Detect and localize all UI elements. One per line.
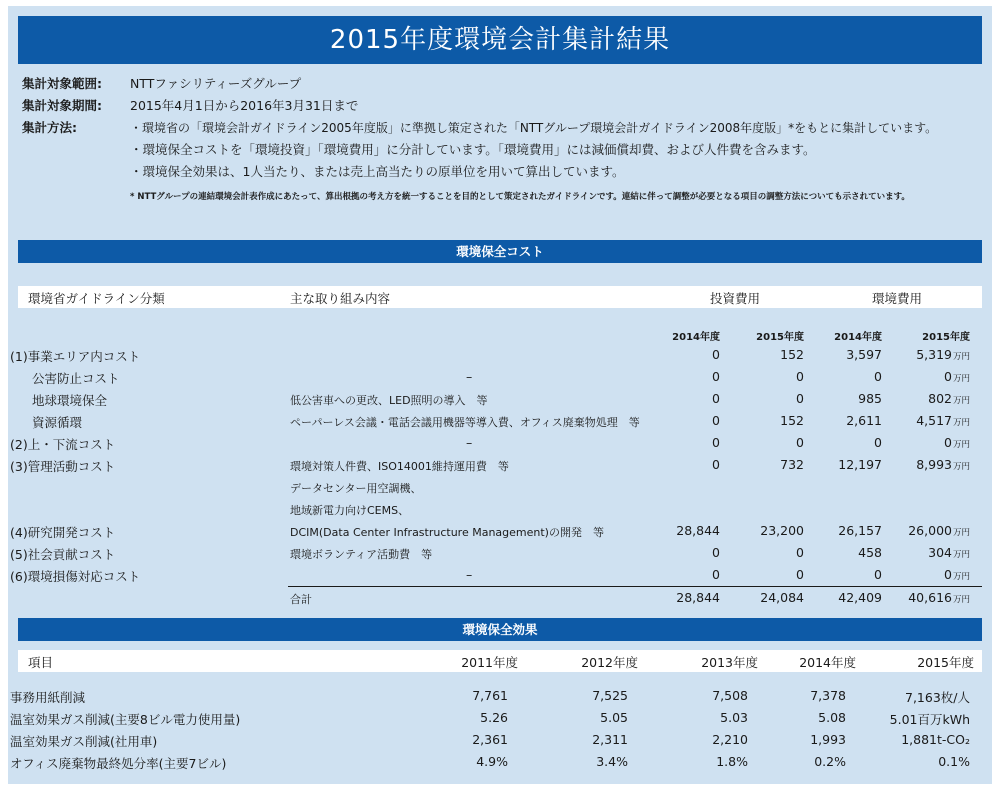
- cost-value-number: 0: [712, 545, 720, 560]
- cost-value-number: 0: [712, 567, 720, 582]
- cost-value-number: 0: [944, 369, 952, 384]
- cost-value: [804, 567, 882, 582]
- cost-activity: 環境ボランティア活動費 等: [290, 548, 433, 561]
- cost-value-number: 0: [712, 369, 720, 384]
- cost-activity: 地域新電力向けCEMS、: [290, 504, 410, 517]
- cost-activity: ペーパーレス会議・電話会議用機器等導入費、オフィス廃棄物処理 等: [290, 416, 640, 429]
- effect-value: 5.08: [818, 710, 846, 725]
- effect-value: 7,761: [472, 688, 508, 703]
- col-expense: 環境費用: [872, 291, 923, 306]
- effect-item-name: オフィス廃棄物最終処分率: [10, 756, 159, 771]
- cost-value: [804, 347, 882, 362]
- cost-value: [804, 435, 882, 450]
- cost-value-number: 802: [928, 391, 952, 406]
- cost-value-number: 0: [874, 369, 882, 384]
- cost-value-number: 152: [780, 413, 804, 428]
- cost-value: [636, 545, 720, 560]
- cost-value-number: 0: [874, 435, 882, 450]
- total-value: [636, 590, 720, 605]
- cost-activity: 低公害車への更改、LED照明の導入 等: [290, 394, 488, 407]
- effect-value: 7,525: [592, 688, 628, 703]
- cost-value: [636, 369, 720, 384]
- col-invest: 投資費用: [710, 291, 761, 306]
- cost-activity: –: [466, 567, 473, 582]
- cost-value: [636, 523, 720, 538]
- year-header: 2015年度: [756, 332, 804, 343]
- total-value: [720, 590, 804, 605]
- col-year: 2012年度: [581, 655, 638, 670]
- cost-value: [720, 435, 804, 450]
- cost-header: [18, 286, 982, 308]
- cost-value: [636, 391, 720, 406]
- effect-item-name: 事務用紙削減: [10, 690, 86, 705]
- cost-value-number: 0: [874, 567, 882, 582]
- page-title: 2015年度環境会計集計結果: [18, 16, 982, 64]
- cost-value-number: 0: [944, 567, 952, 582]
- cost-value: [804, 413, 882, 428]
- period-value: 2015年4月1日から2016年3月31日まで: [130, 98, 359, 113]
- cost-value-number: 0: [944, 435, 952, 450]
- unit-label: 万円: [952, 550, 970, 560]
- cost-value: [882, 347, 970, 362]
- cost-value: [882, 435, 970, 450]
- cost-activity: –: [466, 435, 473, 450]
- cost-value-number: 0: [796, 369, 804, 384]
- effect-value: 5.03: [720, 710, 748, 725]
- total-label: 合計: [290, 593, 312, 606]
- unit-label: 万円: [952, 595, 970, 605]
- cost-value: [804, 545, 882, 560]
- cost-value: [720, 347, 804, 362]
- environmental-accounting-panel: [8, 6, 992, 784]
- cost-value-number: 0: [796, 391, 804, 406]
- cost-category: (6)環境損傷対応コスト: [10, 569, 141, 584]
- cost-activity: –: [466, 369, 473, 384]
- cost-value: [720, 457, 804, 472]
- cost-value: [636, 457, 720, 472]
- total-value: [882, 590, 970, 605]
- unit-label: 万円: [952, 352, 970, 362]
- scope-value: NTTファシリティーズグループ: [130, 76, 302, 91]
- cost-value-number: 0: [712, 457, 720, 472]
- total-value-number: 24,084: [760, 590, 804, 605]
- cost-value-number: 0: [796, 567, 804, 582]
- unit-label: 万円: [952, 462, 970, 472]
- cost-value-number: 4,517: [916, 413, 952, 428]
- cost-value: [636, 413, 720, 428]
- cost-value-number: 152: [780, 347, 804, 362]
- year-header: 2015年度: [922, 332, 970, 343]
- cost-value: [804, 369, 882, 384]
- cost-value-number: 28,844: [676, 523, 720, 538]
- cost-category: 資源循環: [32, 415, 83, 430]
- footnote: * NTTグループの連結環境会計表作成にあたって、算出根拠の考え方を統一することを目的として策定されたガイドラインです。連結に伴って調整が必要となる項目の調整方法についても示されています。: [130, 192, 910, 202]
- cost-value-number: 0: [712, 413, 720, 428]
- effect-value: 2,361: [472, 732, 508, 747]
- cost-value-number: 0: [712, 347, 720, 362]
- effect-value: 5.01百万kWh: [889, 712, 970, 727]
- effect-value: 7,378: [810, 688, 846, 703]
- col-category: 環境省ガイドライン分類: [28, 291, 165, 306]
- cost-value-number: 0: [712, 435, 720, 450]
- cost-value: [636, 347, 720, 362]
- total-value: [804, 590, 882, 605]
- col-year: 2011年度: [461, 655, 518, 670]
- cost-value: [882, 523, 970, 538]
- effect-item-note: (主要7ビル): [158, 756, 227, 771]
- method-line-3: ・環境保全効果は、1人当たり、または売上高当たりの原単位を用いて算出しています。: [130, 164, 625, 179]
- cost-activity: DCIM(Data Center Infrastructure Management)の開発 等: [290, 526, 604, 539]
- effect-value: 5.26: [480, 710, 508, 725]
- unit-label: 万円: [952, 440, 970, 450]
- total-value-number: 42,409: [838, 590, 882, 605]
- effect-value: 1,881t-CO₂: [901, 732, 970, 747]
- effect-item-name: 温室効果ガス削減: [10, 712, 111, 727]
- cost-value-number: 8,993: [916, 457, 952, 472]
- cost-value: [804, 523, 882, 538]
- effect-value: 2,311: [592, 732, 628, 747]
- cost-value: [882, 369, 970, 384]
- effect-item: [10, 710, 240, 728]
- method-line-1: ・環境省の「環境会計ガイドライン2005年度版」に準拠し策定された「NTTグループ環境会計ガイドライン2008年度版」*をもとに集計しています。: [130, 121, 938, 135]
- effect-item: [10, 688, 85, 706]
- cost-activity: 環境対策人件費、ISO14001維持運用費 等: [290, 460, 509, 473]
- cost-value-number: 2,611: [846, 413, 882, 428]
- col-item: 項目: [28, 655, 54, 670]
- col-year: 2014年度: [799, 655, 856, 670]
- effect-item: [10, 732, 157, 750]
- cost-activity: データセンター用空調機、: [290, 482, 422, 495]
- effect-item-note: (主要8ビル電力使用量): [110, 712, 241, 727]
- effect-section-title: 環境保全効果: [18, 618, 982, 641]
- scope-label: 集計対象範囲:: [22, 76, 102, 91]
- unit-label: 万円: [952, 528, 970, 538]
- cost-value: [882, 567, 970, 582]
- cost-value-number: 3,597: [846, 347, 882, 362]
- effect-value: 2,210: [712, 732, 748, 747]
- unit-label: 万円: [952, 418, 970, 428]
- year-header: 2014年度: [834, 332, 882, 343]
- cost-value-number: 732: [780, 457, 804, 472]
- unit-label: 万円: [952, 374, 970, 384]
- cost-value-number: 26,157: [838, 523, 882, 538]
- cost-value-number: 458: [858, 545, 882, 560]
- effect-value: 0.1%: [938, 754, 970, 769]
- effect-value: 5.05: [600, 710, 628, 725]
- cost-category: 地球環境保全: [32, 393, 108, 408]
- effect-value: 1.8%: [716, 754, 748, 769]
- cost-value: [720, 413, 804, 428]
- cost-value-number: 0: [796, 435, 804, 450]
- effect-value: 4.9%: [476, 754, 508, 769]
- effect-value: 1,993: [810, 732, 846, 747]
- effect-value: 7,508: [712, 688, 748, 703]
- cost-category: (2)上・下流コスト: [10, 437, 116, 452]
- cost-value: [636, 567, 720, 582]
- cost-value: [720, 369, 804, 384]
- cost-value-number: 985: [858, 391, 882, 406]
- cost-value: [882, 545, 970, 560]
- cost-value-number: 5,319: [916, 347, 952, 362]
- year-header: 2014年度: [672, 332, 720, 343]
- cost-value-number: 23,200: [760, 523, 804, 538]
- effect-header: [18, 650, 982, 672]
- unit-label: 万円: [952, 572, 970, 582]
- total-value-number: 40,616: [908, 590, 952, 605]
- cost-category: (4)研究開発コスト: [10, 525, 116, 540]
- total-value-number: 28,844: [676, 590, 720, 605]
- cost-category: (5)社会貢献コスト: [10, 547, 116, 562]
- cost-value: [636, 435, 720, 450]
- col-year: 2015年度: [917, 655, 974, 670]
- cost-category: (3)管理活動コスト: [10, 459, 116, 474]
- cost-value: [720, 523, 804, 538]
- unit-label: 万円: [952, 396, 970, 406]
- effect-value: 7,163枚/人: [905, 690, 970, 705]
- effect-value: 3.4%: [596, 754, 628, 769]
- cost-value: [720, 391, 804, 406]
- cost-value: [804, 457, 882, 472]
- effect-value: 0.2%: [814, 754, 846, 769]
- total-divider: [288, 586, 982, 587]
- cost-value: [882, 413, 970, 428]
- cost-value: [720, 545, 804, 560]
- method-label: 集計方法:: [22, 120, 77, 135]
- cost-value: [804, 391, 882, 406]
- cost-value-number: 12,197: [838, 457, 882, 472]
- cost-value-number: 26,000: [908, 523, 952, 538]
- cost-category: 公害防止コスト: [32, 371, 120, 386]
- cost-value: [882, 391, 970, 406]
- cost-section-title: 環境保全コスト: [18, 240, 982, 263]
- cost-value: [720, 567, 804, 582]
- period-label: 集計対象期間:: [22, 98, 102, 113]
- cost-value-number: 0: [712, 391, 720, 406]
- effect-item-name: 温室効果ガス削減: [10, 734, 111, 749]
- cost-category: (1)事業エリア内コスト: [10, 349, 141, 364]
- effect-item: [10, 754, 226, 772]
- cost-value-number: 0: [796, 545, 804, 560]
- effect-item-note: (社用車): [110, 734, 158, 749]
- col-activity: 主な取り組み内容: [290, 291, 391, 306]
- cost-value-number: 304: [928, 545, 952, 560]
- method-line-2: ・環境保全コストを「環境投資」「環境費用」に分計しています。「環境費用」には減価償却費、および人件費を含みます。: [130, 142, 816, 157]
- cost-value: [882, 457, 970, 472]
- col-year: 2013年度: [701, 655, 758, 670]
